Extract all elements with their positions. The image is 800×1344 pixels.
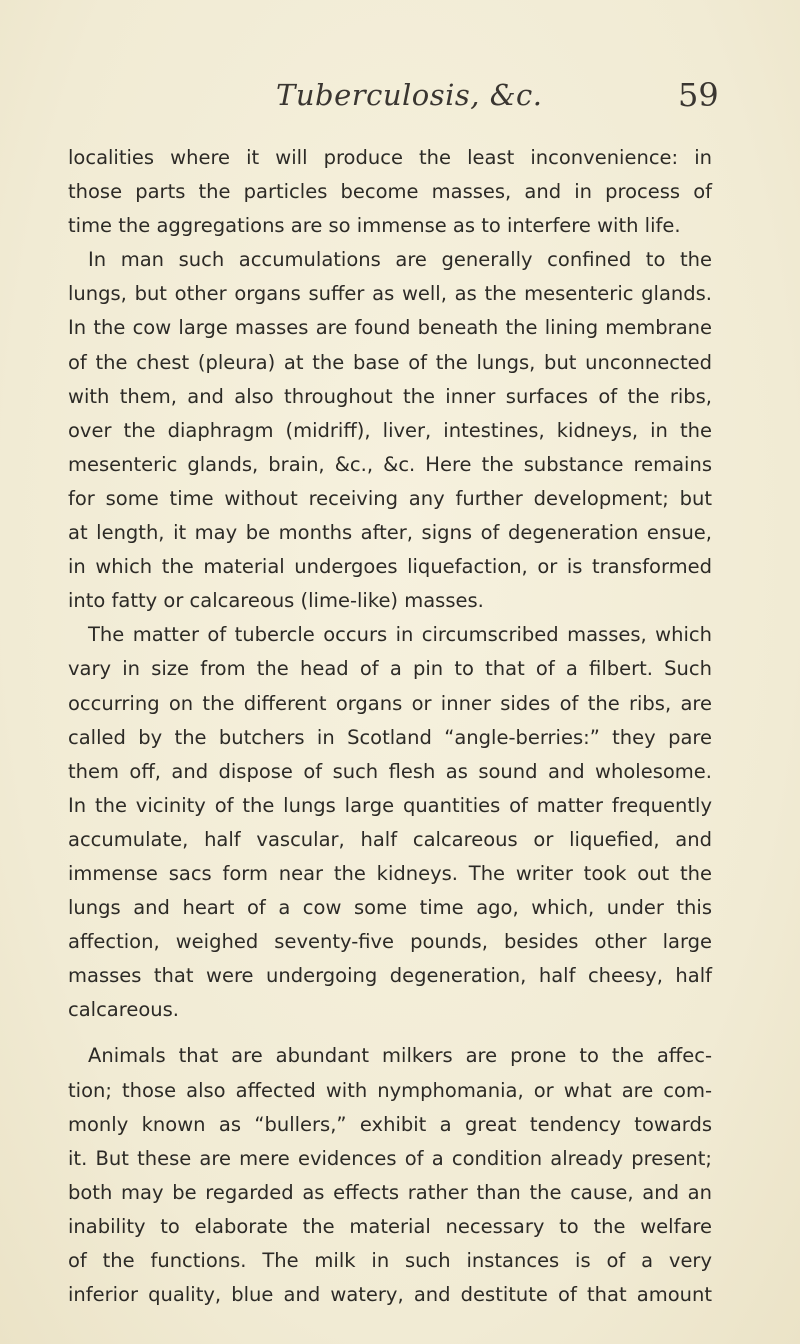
running-title: Tuberculosis, &c. [276,78,543,112]
text-line: Animals that are abundant milkers are prone to the affec- [88,1044,712,1068]
text-line: vary in size from the head of a pin to that of a filbert. Such [68,657,712,681]
text-line: called by the butchers in Scotland “angle-berries:” they pare [68,725,712,749]
paragraph-gap [68,1027,712,1039]
text-line: In man such accumulations are generally confined to the [88,248,712,272]
text-line: time the aggregations are so immense as to interfere with life. [68,214,681,238]
paragraph-1 [68,141,712,243]
text-line: monly known as “bullers,” exhibit a great tendency towards [68,1112,712,1136]
text-line: over the diaphragm (midriff), liver, intestines, kidneys, in the [68,418,712,442]
text-line: for some time without receiving any further development; but [68,486,712,510]
text-line: accumulate, half vascular, half calcareous or liquefied, and [68,827,712,851]
body-text [68,141,712,1312]
text-line: with them, and also throughout the inner surfaces of the ribs, [68,384,712,408]
text-line: The matter of tubercle occurs in circumscribed masses, which [88,623,712,647]
text-line: lungs, but other organs suffer as well, as the mesenteric glands. [68,282,712,306]
page-number: 59 [678,76,719,114]
paragraph-2 [68,243,712,618]
text-line: it. But these are mere evidences of a condition already present; [68,1146,712,1170]
page-header [0,74,800,134]
text-line: tion; those also affected with nymphomania, or what are com- [68,1078,712,1102]
text-line: them off, and dispose of such flesh as sound and wholesome. [68,759,712,783]
text-line: of the functions. The milk in such instances is of a very [68,1249,712,1272]
text-line: inability to elaborate the material necessary to the welfare [68,1214,712,1238]
text-line: both may be regarded as effects rather than the cause, and an [68,1180,712,1204]
text-line: masses that were undergoing degeneration, half cheesy, half [68,964,712,988]
text-line: into fatty or calcareous (lime-like) masses. [68,589,484,613]
text-line: immense sacs form near the kidneys. The writer took out the [68,861,712,885]
paragraph-4 [68,1039,712,1312]
text-line: at length, it may be months after, signs of degeneration ensue, [68,521,712,545]
text-line: lungs and heart of a cow some time ago, which, under this [68,896,712,920]
text-line: In the vicinity of the lungs large quantities of matter frequently [68,793,712,817]
text-line: localities where it will produce the least inconvenience: in [68,146,712,169]
text-line: mesenteric glands, brain, &c., &c. Here the substance remains [68,452,712,476]
paragraph-3 [68,618,712,1027]
text-line: affection, weighed seventy-five pounds, besides other large [68,930,712,954]
text-line: of the chest (pleura) at the base of the lungs, but unconnected [68,350,712,374]
text-line: those parts the particles become masses, and in process of [68,180,712,204]
text-line: inferior quality, blue and watery, and destitute of that amount [68,1283,712,1307]
text-line: occurring on the different organs or inner sides of the ribs, are [68,691,712,715]
text-line: In the cow large masses are found beneath the lining membrane [68,316,712,340]
text-line: in which the material undergoes liquefaction, or is transformed [68,555,712,579]
text-line: calcareous. [68,998,179,1022]
